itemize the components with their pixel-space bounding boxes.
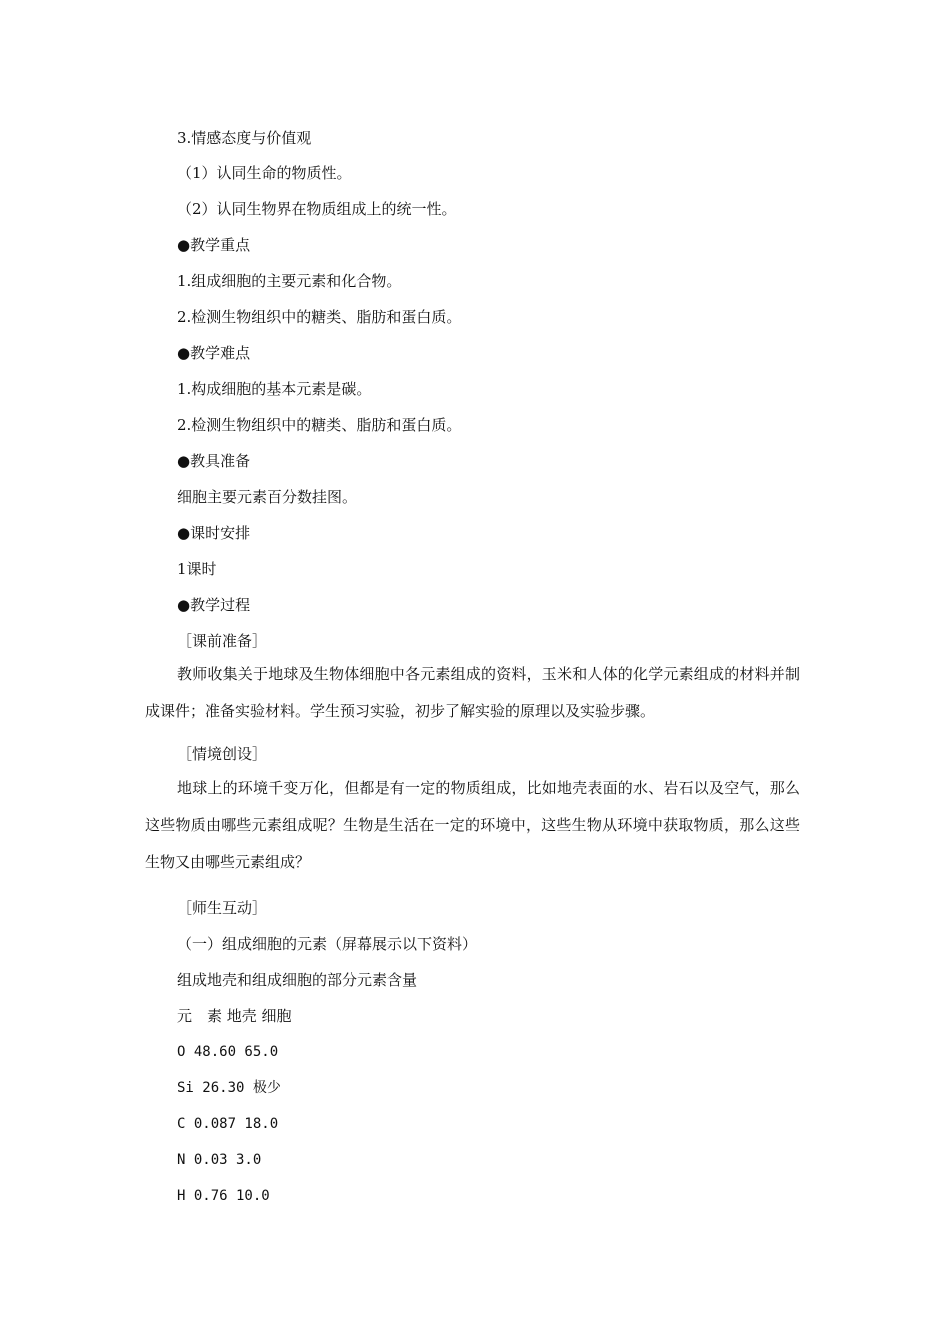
table-row: N 0.03 3.0	[177, 1152, 262, 1168]
bullet-heading: ●教学过程	[177, 596, 251, 614]
list-item: 2.检测生物组织中的糖类、脂肪和蛋白质。	[177, 308, 462, 326]
table-row: Si 26.30 极少	[177, 1080, 281, 1096]
section-heading: 3.情感态度与价值观	[177, 129, 312, 147]
table-row: H 0.76 10.0	[177, 1188, 270, 1204]
list-item: （1）认同生命的物质性。	[177, 164, 352, 182]
table-header: 元 素 地壳 细胞	[177, 1007, 292, 1025]
text-line: 1课时	[177, 560, 217, 578]
bullet-heading: ●教具准备	[177, 452, 251, 470]
bracket-heading: ［师生互动］	[177, 899, 268, 917]
table-caption: 组成地壳和组成细胞的部分元素含量	[177, 971, 418, 989]
bracket-heading: ［情境创设］	[177, 745, 268, 763]
subsection-heading: （一）组成细胞的元素（屏幕展示以下资料）	[177, 935, 478, 953]
table-row: O 48.60 65.0	[177, 1044, 279, 1060]
bullet-heading: ●课时安排	[177, 524, 251, 542]
list-item: （2）认同生物界在物质组成上的统一性。	[177, 200, 457, 218]
bracket-heading: ［课前准备］	[177, 632, 268, 650]
paragraph: 教师收集关于地球及生物体细胞中各元素组成的资料，玉米和人体的化学元素组成的材料并制成课件；准备实验材料。学生预习实验，初步了解实验的原理以及实验步骤。	[145, 665, 800, 720]
list-item: 1.组成细胞的主要元素和化合物。	[177, 272, 402, 290]
text-line: 细胞主要元素百分数挂图。	[177, 488, 358, 506]
paragraph: 地球上的环境千变万化，但都是有一定的物质组成，比如地壳表面的水、岩石以及空气，那么这些物质由哪些元素组成呢？生物是生活在一定的环境中，这些生物从环境中获取物质，那么这些生物又由哪些元素组成？	[145, 779, 800, 871]
bullet-heading: ●教学难点	[177, 344, 251, 362]
table-row: C 0.087 18.0	[177, 1116, 279, 1132]
list-item: 2.检测生物组织中的糖类、脂肪和蛋白质。	[177, 416, 462, 434]
list-item: 1.构成细胞的基本元素是碳。	[177, 380, 372, 398]
bullet-heading: ●教学重点	[177, 236, 251, 254]
